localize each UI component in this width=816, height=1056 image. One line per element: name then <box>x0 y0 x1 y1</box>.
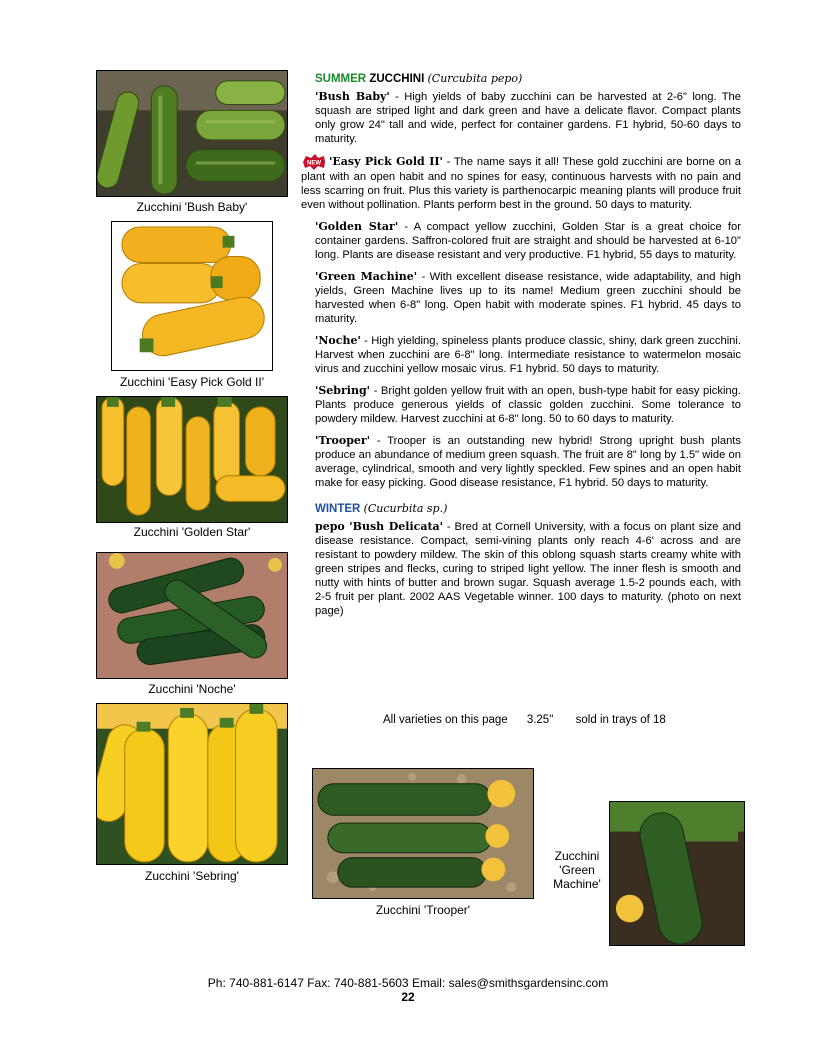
caption-green-machine-line1: Zucchini <box>554 849 600 863</box>
caption-bush-baby: Zucchini 'Bush Baby' <box>136 200 248 214</box>
new-badge-text: NEW <box>307 160 321 167</box>
variety-sebring <box>315 384 741 426</box>
photo-sebring <box>96 703 288 865</box>
page-number: 22 <box>401 990 415 1004</box>
summer-heading-season: SUMMER <box>315 73 367 85</box>
caption-golden-star: Zucchini 'Golden Star' <box>133 525 251 539</box>
variety-description: - With excellent disease resistance, wide adaptability, and high yields, Green Machine lives up to its name! Medium green zucchini should be harvested when 6-8" long. Open habit with moderate spines. F1 hybrid. 45 days to maturity. <box>315 271 741 325</box>
variety-bush-baby <box>315 90 741 146</box>
winter-heading-season: WINTER <box>315 503 361 515</box>
winter-heading-scientific: (Cucurbita sp.) <box>363 502 448 515</box>
variety-name: 'Noche' <box>315 334 361 347</box>
variety-description: - High yielding, spineless plants produce classic, shiny, dark green zucchini. Harvest when zucchini are 6-8" long. Intermediate resistance to watermelon mosaic virus and zucchini yellow mosaic virus. F1 hybrid. 50 days to maturity. <box>315 335 741 375</box>
caption-green-machine <box>549 849 605 891</box>
variety-description: - Trooper is an outstanding new hybrid! Strong upright bush plants produce an abundance of medium green squash. The fruit are 8" long by 1.5" wide on average, cylindrical, smooth and very lightly speckled. Few spines and an open habit make for easy picking. Good disease resistance, F1 hybrid. 50 days to maturity. <box>315 435 741 489</box>
variety-bush-delicata <box>315 520 741 618</box>
summer-heading <box>315 72 741 86</box>
photo-golden-star <box>96 396 288 523</box>
variety-name: 'Trooper' <box>315 434 371 447</box>
caption-green-machine-line2: 'Green <box>559 863 595 877</box>
photo-noche <box>96 552 288 679</box>
variety-easy-pick-gold <box>301 154 741 212</box>
variety-name: 'Green Machine' <box>315 270 418 283</box>
photo-bush-baby <box>96 70 288 197</box>
caption-easy-pick-gold: Zucchini 'Easy Pick Gold II' <box>120 375 264 389</box>
photo-trooper <box>312 768 534 899</box>
photo-green-machine <box>609 801 745 946</box>
description-column <box>301 72 742 626</box>
variety-description: - Bred at Cornell University, with a focus on plant size and disease resistance. Compact, semi-vining plants only reach 4-6' across and are resistant to powdery mildew. The skin of this oblong squash starts creamy white with green stripes and flecks, curing to striped light yellow. The inner flesh is smooth and nutty with hints of butter and brown sugar. Squash average 1.5-2 pounds each, with 2-5 fruit per plant. 2002 AAS Vegetable winner. 100 days to maturity. (photo on next page) <box>315 521 742 617</box>
contact-info: Ph: 740-881-6147 Fax: 740-881-5603 Email: sales@smithsgardensinc.com <box>207 976 609 990</box>
variety-description: - A compact yellow zucchini, Golden Star is a great choice for container gardens. Saffron-colored fruit are straight and should be harvested at 6-10" long. Plants are disease resistant and very productive. F1 hybrid, 55 days to maturity. <box>315 221 741 261</box>
winter-heading <box>315 502 741 516</box>
variety-name: 'Bush Baby' <box>315 90 390 103</box>
photo-easy-pick-gold <box>111 221 273 371</box>
caption-noche: Zucchini 'Noche' <box>148 682 236 696</box>
variety-trooper <box>315 434 741 490</box>
summer-heading-crop: ZUCCHINI <box>369 73 425 85</box>
variety-noche <box>315 334 741 376</box>
summer-heading-scientific: (Curcubita pepo) <box>427 72 523 85</box>
variety-name: 'Easy Pick Gold II' <box>329 154 443 168</box>
variety-name: 'Sebring' <box>315 384 371 397</box>
tray-size-note: All varieties on this page 3.25" sold in trays of 18 <box>383 714 666 726</box>
caption-sebring: Zucchini 'Sebring' <box>145 869 239 883</box>
variety-description: - Bright golden yellow fruit with an open, bush-type habit for easy picking. Plants produce generous yields of classic golden zucchini. Some tolerance to powdery mildew. Harvest zucchini at 6-8" long. 50 to 60 days to maturity. <box>315 385 741 425</box>
variety-description: - The name says it all! These gold zucchini are borne on a plant with an open habit and no spines for easy, continuous harvests with no pain and less scarring on fruit. Plus this variety is parthenocarpic meaning plants will produce fruit even without pollination. Plants perform best in the ground. 50 days to maturity. <box>301 155 741 211</box>
variety-name: 'Golden Star' <box>315 220 399 233</box>
variety-golden-star <box>315 220 741 262</box>
variety-name: pepo 'Bush Delicata' <box>315 520 444 533</box>
variety-green-machine <box>315 270 741 326</box>
caption-green-machine-line3: Machine' <box>553 877 601 891</box>
page-footer <box>0 976 816 1004</box>
caption-trooper: Zucchini 'Trooper' <box>375 903 471 917</box>
new-badge-icon <box>301 154 327 170</box>
variety-description: - High yields of baby zucchini can be harvested at 2-6" long. The squash are striped light and dark green and have a delicate flavor. Compact plants only grow 24" tall and wide, perfect for container gardens. F1 hybrid, 50-60 days to maturity. <box>315 91 741 145</box>
